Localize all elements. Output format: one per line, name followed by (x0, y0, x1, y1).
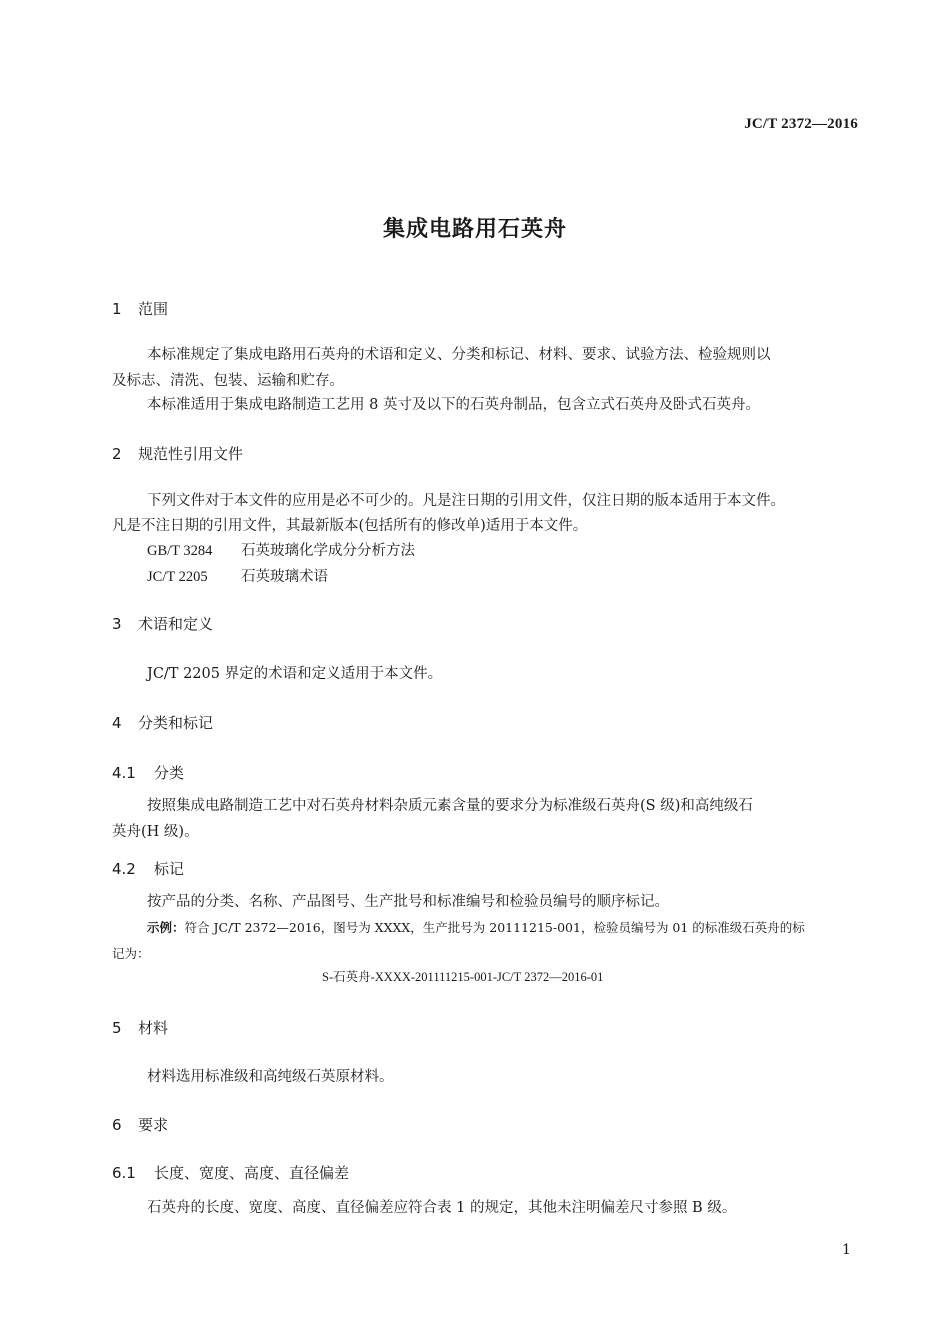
reference-name: 石英玻璃术语 (241, 569, 328, 585)
section-3-heading (112, 613, 213, 634)
example-line (147, 918, 805, 936)
paragraph: 英舟(H 级)。 (112, 824, 199, 840)
section-number: 2 (112, 445, 122, 463)
section-6-1-heading (112, 1162, 349, 1183)
section-title: 长度、宽度、高度、直径偏差 (154, 1164, 350, 1182)
section-number: 3 (112, 615, 122, 633)
section-title: 规范性引用文件 (138, 445, 244, 463)
section-number: 6 (112, 1116, 122, 1134)
paragraph: 下列文件对于本文件的应用是必不可少的。凡是注日期的引用文件，仅注日期的版本适用于本文件。 (147, 493, 785, 509)
section-2-heading (112, 443, 243, 464)
paragraph: 本标准适用于集成电路制造工艺用 8 英寸及以下的石英舟制品，包含立式石英舟及卧式石英舟。 (147, 397, 760, 413)
section-title: 分类 (154, 764, 185, 782)
section-number: 4.2 (112, 860, 136, 878)
document-title: 集成电路用石英舟 (382, 217, 567, 242)
paragraph: 及标志、清洗、包装、运输和贮存。 (112, 373, 344, 389)
paragraph: 凡是不注日期的引用文件，其最新版本(包括所有的修改单)适用于本文件。 (112, 518, 588, 534)
document-code: JC/T 2372—2016 (744, 116, 858, 132)
section-4-heading (112, 712, 213, 733)
example-label: 示例： (147, 920, 185, 935)
section-1-heading (112, 298, 168, 319)
example-line: 记为： (112, 946, 150, 961)
section-title: 分类和标记 (138, 714, 214, 732)
section-4-2-heading (112, 858, 184, 879)
section-title: 标记 (154, 860, 185, 878)
paragraph: 本标准规定了集成电路用石英舟的术语和定义、分类和标记、材料、要求、试验方法、检验规则以 (147, 347, 771, 363)
section-number: 6.1 (112, 1164, 136, 1182)
section-4-1-heading (112, 762, 184, 783)
reference-code: JC/T 2205 (147, 569, 208, 585)
section-title: 要求 (138, 1116, 169, 1134)
paragraph: 按照集成电路制造工艺中对石英舟材料杂质元素含量的要求分为标准级石英舟(S 级)和高纯级石 (147, 798, 753, 814)
section-number: 4 (112, 714, 122, 732)
paragraph: 石英舟的长度、宽度、高度、直径偏差应符合表 1 的规定，其他未注明偏差尺寸参照 B 级。 (147, 1200, 737, 1216)
paragraph: 按产品的分类、名称、产品图号、生产批号和标准编号和检验员编号的顺序标记。 (147, 894, 669, 910)
reference-item (147, 565, 328, 586)
example-code: S-石英舟-XXXX-201111215-001-JC/T 2372—2016-01 (322, 970, 604, 984)
reference-code: GB/T 3284 (147, 543, 213, 559)
section-title: 材料 (138, 1019, 169, 1037)
example-text: 符合 JC/T 2372—2016，图号为 XXXX，生产批号为 20111215-001，检验员编号为 01 的标准级石英舟的标 (184, 920, 805, 935)
reference-name: 石英玻璃化学成分分析方法 (241, 543, 415, 559)
reference-item (147, 539, 415, 560)
paragraph: 材料选用标准级和高纯级石英原材料。 (147, 1069, 394, 1085)
section-title: 术语和定义 (138, 615, 214, 633)
paragraph: JC/T 2205 界定的术语和定义适用于本文件。 (147, 666, 443, 682)
page-number: 1 (842, 1242, 851, 1258)
section-6-heading (112, 1114, 168, 1135)
section-number: 4.1 (112, 764, 136, 782)
section-title: 范围 (138, 300, 169, 318)
section-number: 1 (112, 300, 122, 318)
section-5-heading (112, 1017, 168, 1038)
section-number: 5 (112, 1019, 122, 1037)
